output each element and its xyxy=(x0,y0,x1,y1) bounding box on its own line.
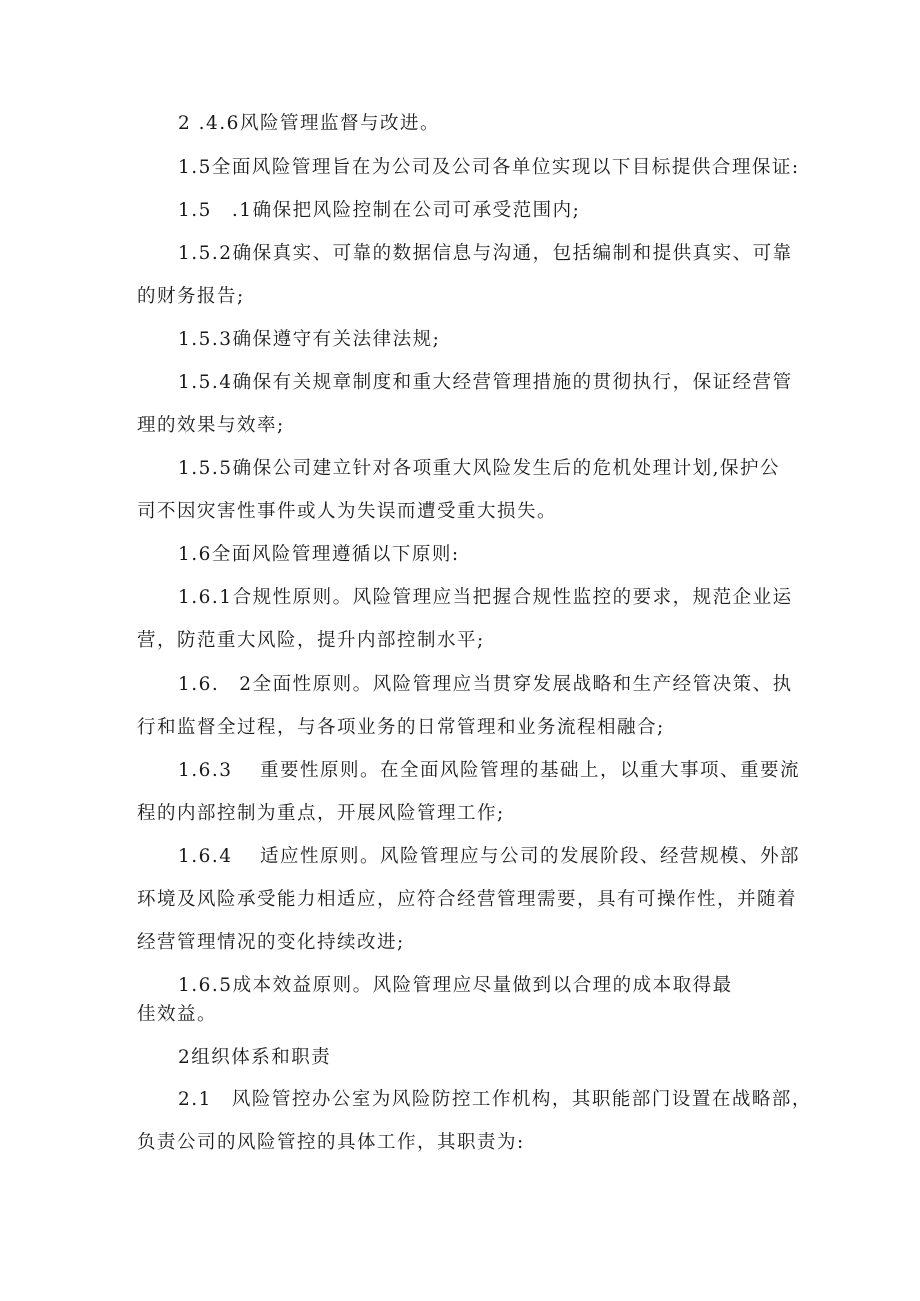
text-line: 环境及风险承受能力相适应，应符合经营管理需要，具有可操作性，并随着 xyxy=(137,889,798,910)
text-line: 1.6.4 适应性原则。风险管理应与公司的发展阶段、经营规模、外部 xyxy=(178,846,800,867)
text-line: 1.6全面风险管理遵循以下原则: xyxy=(178,544,460,565)
text-line: 1.5.5确保公司建立针对各项重大风险发生后的危机处理计划,保护公 xyxy=(178,458,780,479)
text-line: 1.5.2确保真实、可靠的数据信息与沟通，包括编制和提供真实、可靠 xyxy=(178,243,793,264)
text-line: 理的效果与效率; xyxy=(137,415,285,436)
text-line: 经营管理情况的变化持续改进; xyxy=(137,932,405,953)
text-line: 行和监督全过程，与各项业务的日常管理和业务流程相融合; xyxy=(137,717,665,738)
text-line: 1.6.3 重要性原则。在全面风险管理的基础上，以重大事项、重要流 xyxy=(178,760,800,781)
text-line: 的财务报告; xyxy=(137,286,245,307)
text-line: 程的内部控制为重点，开展风险管理工作; xyxy=(137,803,505,824)
text-line: 负责公司的风险管控的具体工作，其职责为: xyxy=(137,1132,525,1153)
text-line: 2 .4.6风险管理监督与改进。 xyxy=(178,113,440,134)
section-heading: 2组织体系和职责 xyxy=(178,1047,332,1068)
text-line: 2.1 风险管控办公室为风险防控工作机构，其职能部门设置在战略部， xyxy=(178,1089,812,1110)
text-line: 佳效益。 xyxy=(137,1004,218,1025)
text-line: 1.6.1合规性原则。风险管理应当把握合规性监控的要求，规范企业运 xyxy=(178,587,793,608)
text-line: 1.5全面风险管理旨在为公司及公司各单位实现以下目标提供合理保证: xyxy=(178,157,800,178)
text-line: 营，防范重大风险，提升内部控制水平; xyxy=(137,630,485,651)
text-line: 1.5.3确保遵守有关法律法规; xyxy=(178,329,441,350)
text-line: 1.5.4确保有关规章制度和重大经营管理措施的贯彻执行，保证经营管 xyxy=(178,372,793,393)
text-line: 1.6. 2全面性原则。风险管理应当贯穿发展战略和生产经管决策、执 xyxy=(178,674,793,695)
text-line: 司不因灾害性事件或人为失误而遭受重大损失。 xyxy=(137,501,558,522)
text-line: 1.6.5成本效益原则。风险管理应尽量做到以合理的成本取得最 xyxy=(178,975,733,996)
text-line: 1.5 .1确保把风险控制在公司可承受范围内; xyxy=(178,200,581,221)
